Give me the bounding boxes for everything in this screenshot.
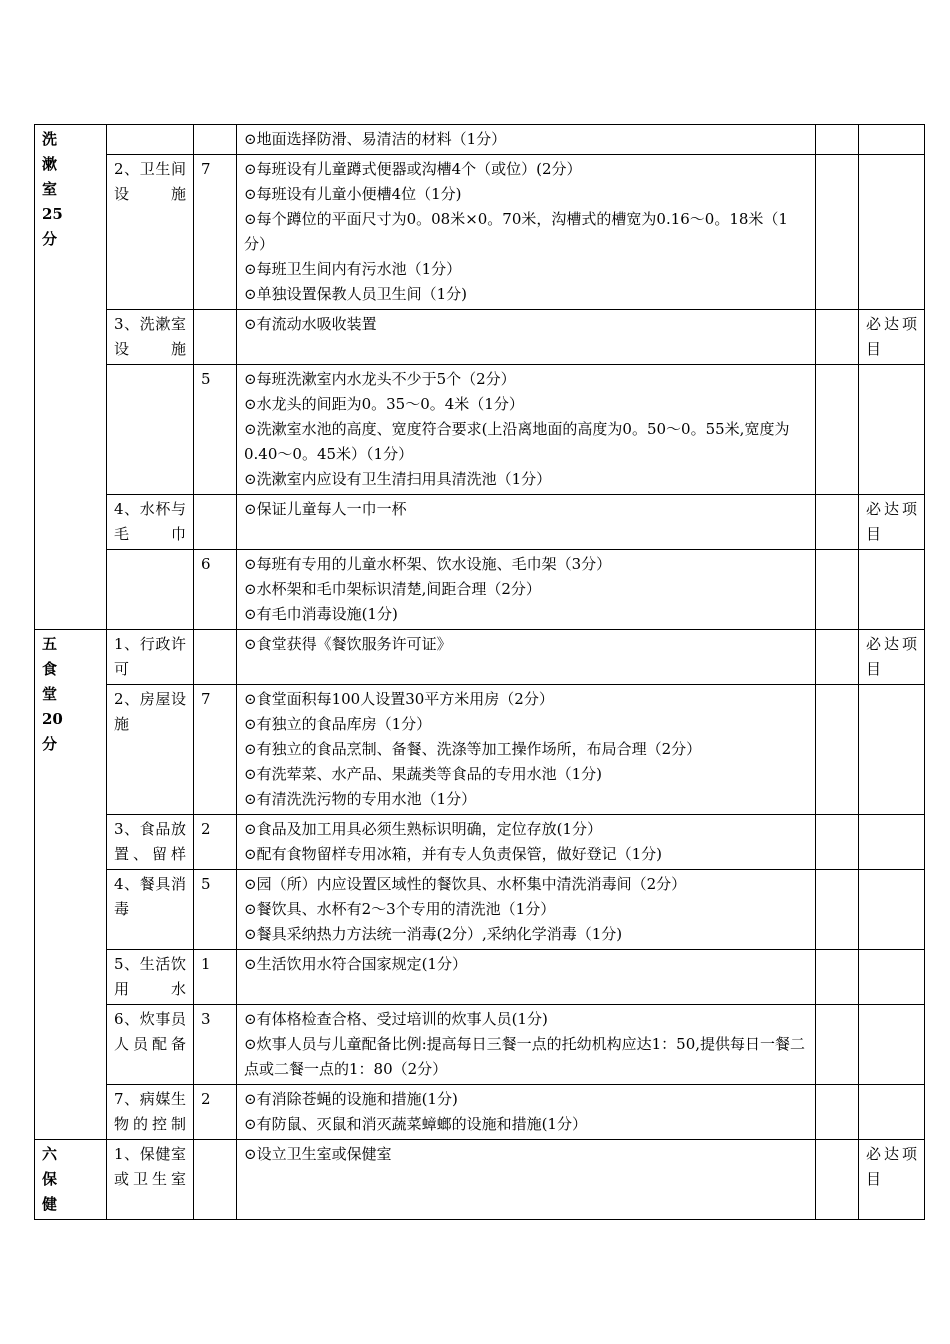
item-cell [107, 125, 194, 155]
criteria-line: ⊙炊事人员与儿童配备比例:提高每日三餐一点的托幼机构应达1：50,提供每日一餐二点或二餐一点的1：80（2分） [244, 1035, 806, 1078]
score-cell [194, 495, 237, 550]
note-cell [859, 125, 925, 155]
note-label: 必达项目 [866, 1145, 917, 1188]
score-value: 3 [201, 1010, 211, 1028]
item-label: 6、炊事员人员配备 [114, 1010, 186, 1053]
item-cell [107, 1085, 194, 1140]
criteria-line: ⊙每班设有儿童蹲式便器或沟槽4个（或位）(2分） [244, 160, 582, 178]
score-value: 2 [201, 820, 211, 838]
criteria-line: ⊙每班洗漱室内水龙头不少于5个（2分） [244, 370, 516, 388]
section-label-cell [35, 630, 107, 1140]
score-value: 1 [201, 955, 211, 973]
note-cell [859, 685, 925, 815]
item-label: 4、水杯与毛巾 [114, 500, 186, 543]
item-label: 5、生活饮用水 [114, 955, 186, 998]
item-cell [107, 310, 194, 365]
criteria-line: ⊙园（所）内应设置区域性的餐饮具、水杯集中清洗消毒间（2分） [244, 875, 687, 893]
note-cell [859, 815, 925, 870]
criteria-cell [237, 1005, 816, 1085]
blank-cell [816, 685, 859, 815]
criteria-cell [237, 365, 816, 495]
criteria-cell [237, 125, 816, 155]
criteria-line: ⊙有清洗洗污物的专用水池（1分） [244, 790, 477, 808]
note-label: 必达项目 [866, 635, 917, 678]
section-label: 六 保 健 [42, 1145, 58, 1213]
note-cell [859, 630, 925, 685]
item-label: 2、房屋设施 [114, 690, 186, 733]
blank-cell [816, 155, 859, 310]
table-row [35, 495, 925, 550]
criteria-cell [237, 685, 816, 815]
score-cell [194, 950, 237, 1005]
item-cell [107, 1140, 194, 1220]
score-cell [194, 685, 237, 815]
item-cell [107, 685, 194, 815]
note-cell [859, 155, 925, 310]
score-cell [194, 550, 237, 630]
criteria-line: ⊙生活饮用水符合国家规定(1分） [244, 955, 467, 973]
blank-cell [816, 1005, 859, 1085]
criteria-line: ⊙水龙头的间距为0。35～0。4米（1分） [244, 395, 524, 413]
criteria-line: ⊙食堂面积每100人设置30平方米用房（2分） [244, 690, 554, 708]
item-cell [107, 1005, 194, 1085]
blank-cell [816, 1085, 859, 1140]
item-cell [107, 950, 194, 1005]
score-cell [194, 125, 237, 155]
item-label: 3、食品放置、留样 [114, 820, 186, 863]
blank-cell [816, 125, 859, 155]
note-cell [859, 870, 925, 950]
criteria-line: ⊙设立卫生室或保健室 [244, 1145, 392, 1163]
item-label: 1、保健室或卫生室 [114, 1145, 186, 1188]
score-cell [194, 870, 237, 950]
note-cell [859, 550, 925, 630]
table-row [35, 155, 925, 310]
item-cell [107, 630, 194, 685]
item-label: 4、餐具消毒 [114, 875, 186, 918]
table-row [35, 125, 925, 155]
score-cell [194, 1140, 237, 1220]
criteria-line: ⊙食堂获得《餐饮服务许可证》 [244, 635, 452, 653]
criteria-cell [237, 155, 816, 310]
score-cell [194, 365, 237, 495]
criteria-line: ⊙洗漱室内应设有卫生清扫用具清洗池（1分） [244, 470, 552, 488]
note-cell [859, 950, 925, 1005]
table-row [35, 950, 925, 1005]
criteria-line: ⊙洗漱室水池的高度、宽度符合要求(上沿离地面的高度为0。50～0。55米,宽度为0.40～0。45米）（1分） [244, 420, 790, 463]
criteria-cell [237, 310, 816, 365]
blank-cell [816, 365, 859, 495]
note-cell [859, 1005, 925, 1085]
criteria-line: ⊙每班有专用的儿童水杯架、饮水设施、毛巾架（3分） [244, 555, 612, 573]
note-cell [859, 495, 925, 550]
criteria-line: ⊙有独立的食品烹制、备餐、洗涤等加工操作场所，布局合理（2分） [244, 740, 702, 758]
criteria-cell [237, 815, 816, 870]
section-label-cell [35, 125, 107, 630]
item-label: 2、卫生间设施 [114, 160, 186, 203]
criteria-line: ⊙有毛巾消毒设施(1分) [244, 605, 398, 623]
score-value: 2 [201, 1090, 211, 1108]
criteria-line: ⊙餐饮具、水杯有2～3个专用的清洗池（1分） [244, 900, 556, 918]
note-cell [859, 310, 925, 365]
note-label: 必达项目 [866, 500, 917, 543]
item-cell [107, 365, 194, 495]
score-cell [194, 1005, 237, 1085]
blank-cell [816, 950, 859, 1005]
criteria-line: ⊙地面选择防滑、易清洁的材料（1分） [244, 130, 507, 148]
item-label: 3、洗漱室设施 [114, 315, 186, 358]
score-cell [194, 1085, 237, 1140]
criteria-line: ⊙每班卫生间内有污水池（1分） [244, 260, 462, 278]
table-row [35, 685, 925, 815]
blank-cell [816, 870, 859, 950]
evaluation-table-body [35, 125, 925, 1220]
note-cell [859, 1085, 925, 1140]
criteria-cell [237, 1140, 816, 1220]
table-row [35, 815, 925, 870]
note-cell [859, 365, 925, 495]
criteria-line: ⊙有流动水吸收装置 [244, 315, 377, 333]
table-row [35, 1085, 925, 1140]
table-row [35, 870, 925, 950]
score-value: 5 [201, 875, 211, 893]
table-row [35, 630, 925, 685]
item-label: 7、病媒生物的控制 [114, 1090, 186, 1133]
score-cell [194, 310, 237, 365]
blank-cell [816, 815, 859, 870]
criteria-line: ⊙食品及加工用具必须生熟标识明确，定位存放(1分） [244, 820, 602, 838]
criteria-line: ⊙水杯架和毛巾架标识清楚,间距合理（2分） [244, 580, 541, 598]
criteria-cell [237, 630, 816, 685]
table-row [35, 310, 925, 365]
section-label-cell [35, 1140, 107, 1220]
score-cell [194, 630, 237, 685]
score-value: 7 [201, 160, 211, 178]
item-cell [107, 495, 194, 550]
item-cell [107, 155, 194, 310]
score-value: 6 [201, 555, 211, 573]
section-label: 洗 漱 室 25 分 [42, 130, 63, 248]
table-row [35, 550, 925, 630]
score-cell [194, 815, 237, 870]
blank-cell [816, 495, 859, 550]
criteria-cell [237, 550, 816, 630]
note-label: 必达项目 [866, 315, 917, 358]
criteria-line: ⊙每个蹲位的平面尺寸为0。08米×0。70米，沟槽式的槽宽为0.16～0。18米（1分） [244, 210, 788, 253]
criteria-cell [237, 870, 816, 950]
criteria-line: ⊙单独设置保教人员卫生间（1分) [244, 285, 467, 303]
blank-cell [816, 550, 859, 630]
item-cell [107, 550, 194, 630]
table-row [35, 1005, 925, 1085]
table-row [35, 1140, 925, 1220]
score-cell [194, 155, 237, 310]
blank-cell [816, 310, 859, 365]
section-label: 五 食 堂 20 分 [42, 635, 63, 753]
blank-cell [816, 630, 859, 685]
criteria-line: ⊙餐具采纳热力方法统一消毒(2分）,采纳化学消毒（1分) [244, 925, 623, 943]
criteria-cell [237, 950, 816, 1005]
blank-cell [816, 1140, 859, 1220]
criteria-line: ⊙有防鼠、灭鼠和消灭蔬菜蟑螂的设施和措施(1分） [244, 1115, 587, 1133]
criteria-cell [237, 495, 816, 550]
criteria-line: ⊙配有食物留样专用冰箱，并有专人负责保管，做好登记（1分) [244, 845, 662, 863]
criteria-line: ⊙有体格检查合格、受过培训的炊事人员(1分) [244, 1010, 548, 1028]
item-cell [107, 815, 194, 870]
score-value: 7 [201, 690, 211, 708]
criteria-line: ⊙保证儿童每人一巾一杯 [244, 500, 407, 518]
criteria-line: ⊙每班设有儿童小便槽4位（1分) [244, 185, 462, 203]
criteria-line: ⊙有洗荤菜、水产品、果蔬类等食品的专用水池（1分) [244, 765, 602, 783]
item-cell [107, 870, 194, 950]
score-value: 5 [201, 370, 211, 388]
criteria-line: ⊙有独立的食品库房（1分） [244, 715, 432, 733]
evaluation-table [34, 124, 925, 1220]
note-cell [859, 1140, 925, 1220]
item-label: 1、行政许可 [114, 635, 186, 678]
table-row [35, 365, 925, 495]
criteria-line: ⊙有消除苍蝇的设施和措施(1分) [244, 1090, 458, 1108]
criteria-cell [237, 1085, 816, 1140]
